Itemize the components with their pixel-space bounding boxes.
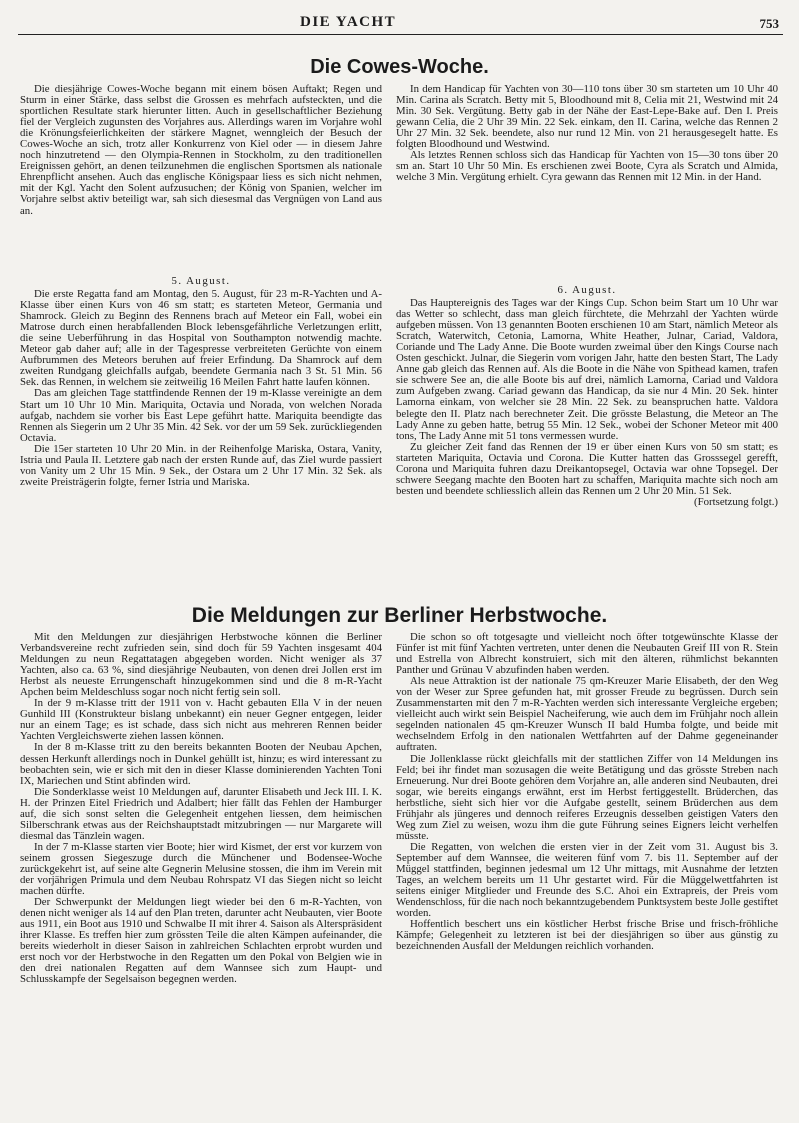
paragraph: Als letztes Rennen schloss sich das Handicap für Yachten von 15—30 tons über 20 sm an. Start 10 Uhr 50 Min. Es erschienen zwei Boote, Cyra als Scratch und Almida, welche 3 Min. Vergütung erhielt. Cyra gewann das Rennen mit 12 Min. in der Hand. <box>396 149 778 184</box>
paragraph: Die Sonderklasse weist 10 Meldungen auf, darunter Elisabeth und Jeck III. I. K. H. der Prinzen Eitel Friedrich und Adalbert; hier fällt das Fehlen der Hamburger auf, die sich sonst selten die Gelegenheit entgehen liessen, dem heimischen Silberschrank etwas aus der Reichshauptstadt mitzubringen — nur Margarete will diesmal das Tänzlein wagen. <box>20 785 382 842</box>
section-heading-aug5: 5. August. <box>171 275 231 287</box>
cowes-aug5-column <box>20 273 382 583</box>
page-number: 753 <box>759 16 779 31</box>
herbstwoche-left-column <box>20 632 382 1110</box>
paragraph: Das am gleichen Tage stattfindende Rennen der 19 m-Klasse vereinigte an dem Start um 10 Uhr 10 Min. Mariquita, Octavia und Norada, von welchen Norada aufgab, nachdem sie vorher bis East Lepe geführt hatte. Mariquita beendigte das Rennen als Siegerin um 2 Uhr 35 Min. 42 Sek. vor der um 59 Sek. zurückliegenden Octavia. <box>20 387 382 444</box>
paragraph: Hoffentlich beschert uns ein köstlicher Herbst frische Brise und frisch-fröhliche Kämpfe; Gelegenheit zu letzteren ist bei der diesjährigen so über aus günstig zu bezeichnenden Ausfall der Meldungen reichlich vorhanden. <box>396 918 778 953</box>
paragraph: Die diesjährige Cowes-Woche begann mit einem bösen Auftakt; Regen und Sturm in einer Stärke, dass selbst die Grossen es mehrfach aufsteckten, und die sportlichen Resultate stark hierunter litten. Auch in gesellschaftlicher Beziehung fiel der Vergleich zugunsten des Vorjahres aus. Allerdings waren im Vorjahre wohl die Krönungsfeierlichkeiten der stärkere Magnet, wenngleich der Besuch der Cowes-Woche an sich, trotz aller Konkurrenz von Kiel oder — in diesem Jahre noch hinzutretend — den Olympia-Rennen in Stockholm, zu den traditionellen Ereignissen gehört, an denen teilzunehmen die englischen Sportsmen als nationale Ehrenpflicht ansehen. Auch das englische Königspaar liess es sich nicht nehmen, mit der Kgl. Yacht den Solent aufzusuchen; der König von Spanien, welcher im Vorjahre selbst aktiv beteiligt war, sah sich diesesmal das Vergnügen von Land aus an. <box>20 84 382 217</box>
article-title-herbstwoche: Die Meldungen zur Berliner Herbstwoche. <box>191 604 608 627</box>
section-heading-aug6: 6. August. <box>557 284 617 296</box>
paragraph: Die schon so oft totgesagte und vielleicht noch öfter totgewünschte Klasse der Fünfer ist mit fünf Yachten vertreten, unter denen die Neubauten Greif III von R. Stein und Estrella von Albrecht konstruiert, sich mit den älteren, rühmlichst bekannten Panther und Grünau V abzufinden haben werden. <box>396 632 778 677</box>
paragraph: Die erste Regatta fand am Montag, den 5. August, für 23 m-R-Yachten und A-Klasse über einen Kurs von 46 sm statt; es starteten Meteor, Germania und Shamrock. Gleich zu Beginn des Rennens brach auf Meteor ein Fall, wobei ein Matrose durch einen herabfallenden Block lebensgefährliche Verletzungen erlitt, die seine Ueberführung in das Hospital von Southampton notwendig machte. Meteor gab daher auf; alle in der Tagespresse verbreiteten Gerüchte von einem Aufbrummen des Meteors beruhen auf freier Erfindung. Da Shamrock auf dem zweiten Rundgang gleichfalls aufgab, beendete Germania nach 3 St. 51 Min. 56 Sek. das Rennen, in welchem sie zeitweilig 16 Meilen Fahrt hatte laufen können. <box>20 288 382 389</box>
cowes-aug6-column <box>396 282 778 584</box>
paragraph: In der 7 m-Klasse starten vier Boote; hier wird Kismet, der erst vor kurzem von seinem grossen Siegeszuge durch die Münchener und Bodensee-Woche zurückgekehrt ist, auf seine alte Gegnerin Melusine stossen, die ihm im Verein mit der vorjährigen Primula und dem Neubau Rohrspatz VI das Siegen nicht so leicht machen dürfte. <box>20 840 382 898</box>
cowes-handicap-column <box>396 84 778 272</box>
paragraph: In dem Handicap für Yachten von 30—110 tons über 30 sm starteten um 10 Uhr 40 Min. Carina als Scratch. Betty mit 5, Bloodhound mit 8, Celia mit 21, Westwind mit 24 Min. 30 Sek. Vergütung. Betty gab in der Nähe der East-Lepe-Bake auf. Den I. Preis gewann Celia, die 2 Uhr 39 Min. 22 Sek. einkam, den II. Carina, welche das Rennen 2 Uhr 27 Min. 32 Sek. beendete, also nur rund 12 Min. von 21 herausgesegelt hatte. Es folgten Bloodhound und Westwind. <box>396 84 778 151</box>
paragraph: Die 15er starteten 10 Uhr 20 Min. in der Reihenfolge Mariska, Ostara, Vanity, Istria und Paula II. Letztere gab nach der ersten Runde auf, das Ziel wurde passiert von Vanity um 2 Uhr 15 Min. 9 Sek., der Ostara um 2 Uhr 17 Min. 32 Sek. als zweite Preisträgerin folgte, ferner Istria und Mariska. <box>20 442 382 488</box>
paragraph: In der 8 m-Klasse tritt zu den bereits bekannten Booten der Neubau Apchen, dessen Herkunft allerdings noch in Dunkel gehüllt ist, hinzu; es wird interessant zu beobachten sein, wie er sich mit den in dieser Klasse dominierenden Yachten Toni IX, Mariechen und Stint abfinden wird. <box>20 741 382 787</box>
paragraph: In der 9 m-Klasse tritt der 1911 von v. Hacht gebauten Ella V in der neuen Gunhild III (Konstrukteur bislang unbekannt) ein neuer Gegner entgegen, leider nur an einem Tage; es ist schade, dass sich nicht aus mehreren Rennen beider Yachten Vergleichswerte ziehen lassen können. <box>20 697 382 743</box>
continuation-note: (Fortsetzung folgt.) <box>694 495 778 508</box>
paragraph: Die Regatten, von welchen die ersten vier in der Zeit vom 31. August bis 3. September auf dem Wannsee, die weiteren fünf vom 7. bis 11. September auf der Müggel stattfinden, beginnen jedesmal um 12 Uhr mittags, mit Ausnahme der letzten Tages, an welchem bereits um 11 Uhr gestartet wird. Für die Müggelwettfahrten ist seitens einiger Mitglieder und Freunde des S.C. Ahoi ein Extrapreis, der Preis vom Wendenschloss, für die nach noch bekanntzugebendem Punktsystem beste Jolle gestiftet worden. <box>396 840 778 920</box>
paragraph: Zu gleicher Zeit fand das Rennen der 19 er über einen Kurs von 50 sm statt; es starteten Mariquita, Octavia und Corona. Die Kutter hatten das Grosssegel gerefft, Corona und Mariquita fuhren dazu Dreikantopsegel, Octavia war ohne Topsegel. Der schwere Seegang machte den Booten hart zu schaffen, Mariquita machte sich noch am besten und beendete schliesslich allein das Rennen um 2 Uhr 20 Min. 51 Sek. <box>396 440 778 497</box>
paragraph: Als neue Attraktion ist der nationale 75 qm-Kreuzer Marie Elisabeth, der den Weg von der Weser zur Spree gefunden hat, mit grosser Freude zu begrüssen. Durch sein Zusammenstarten mit den 7 m-R-Yachten werden sich interessante Vergleiche ergeben; vielleicht auch wirkt sein Beispiel Nacheiferung, wie auch dem im Frühjahr noch allein segelnden nationalen 45 qm-Kreuzer Wunsch II bald Humba folgte, und beide mit wechselndem Erfolg in den nationalen Wettfahrten auf der Dahme gegeneinander auftraten. <box>396 675 778 754</box>
paragraph: Die Jollenklasse rückt gleichfalls mit der stattlichen Ziffer von 14 Meldungen ins Feld; bei ihr findet man sozusagen die weite Betätigung und das grösste Streben nach Erneuerung. Nur drei Boote gehören dem Vorjahre an, alle anderen sind Neubauten, drei sogar, wie bereits eingangs erwähnt, erst im Herbst fertiggestellt. Brüderchen, das herbstliche, sieht sich hier vor die Aufgabe gestellt, seinem Brüderchen aus dem Frühjahr als jüngeres und dennoch reiferes Erzeugnis desselben geistigen Vaters den Weg zum Ziel zu weisen, wozu ihm die gute Führung seines Eigners leicht verhelfen müsste. <box>396 752 778 842</box>
paragraph: Der Schwerpunkt der Meldungen liegt wieder bei den 6 m-R-Yachten, von denen nicht weniger als 14 auf den Plan treten, darunter acht Neubauten, vier Boote aus 1911, ein Boot aus 1910 und Schwalbe II mit ihrer 4. Saison als Alterspräsident ihrer Klasse. Es treffen hier zum grössten Teile die alten Kämpen aufeinander, die bereits wiederholt in dieser Saison in zahlreichen Schlachten erprobt wurden und erst noch vor der Herbstwoche in den Regatten um den Pokal von Belgien wie in den drei nationalen Regatten auf dem Wannsee sich zum Haupt- und Schlusskampfe der Segelsaison begegnen werden. <box>20 896 382 986</box>
header-rule <box>18 34 783 35</box>
article-title-cowes-woche: Die Cowes-Woche. <box>310 56 489 78</box>
cowes-intro-column <box>20 84 382 270</box>
paragraph: Mit den Meldungen zur diesjährigen Herbstwoche können die Berliner Verbandsvereine recht zufrieden sein, sind doch für 59 Yachten insgesamt 404 Meldungen zu neun Regattatagen abgegeben worden. Nicht weniger als 37 Yachten, also ca. 63 %, sind diesjährige Neubauten, von denen drei Jollen erst im Herbst als neueste Errungenschaft hinzugekommen sind und die 8 m-R-Yacht Apchen beim Meldeschluss sogar noch nicht fertig sein soll. <box>20 632 382 699</box>
running-header: DIE YACHT <box>300 14 397 30</box>
paragraph: Das Hauptereignis des Tages war der Kings Cup. Schon beim Start um 10 Uhr war das Wetter so schlecht, dass man gleich fürchtete, die Mehrzahl der Yachten würde aufgeben müssen. Von 13 genannten Booten erschienen 10 am Start, nämlich Meteor als Scratch, Waterwitch, Cetonia, Lamorna, White Heather, Julnar, Cariad, Valdora, Coriande und The Lady Anne. Die Boote wurden zweimal über den Kings Course nach Osten geschickt. Julnar, die Siegerin vom vorigen Jahr, hatte den besten Start, The Lady Anne gab gleich das Rennen auf. Als die Boote in die Nähe von Spithead kamen, trafen sie schwere See an, die alle Boote bis auf drei, nämlich Lamorna, Cariad und Valdora zum Aufgeben zwang. Cariad gewann das Handicap, da sie nur 4 Min. 20 Sek. hinter Lamorna einkam, von welcher sie 28 Min. 22 Sek. zu beanspruchen hatte. Valdora belegte den II. Platz nach berechneter Zeit. Die grösste Belastung, die Meteor an The Lady Anne zu geben hatte, betrug 55 Min. 12 Sek., wobei der Schoner Meteor mit 400 tons, The Lady Anne mit 51 tons vermessen wurde. <box>396 297 778 442</box>
herbstwoche-right-column <box>396 632 778 1110</box>
